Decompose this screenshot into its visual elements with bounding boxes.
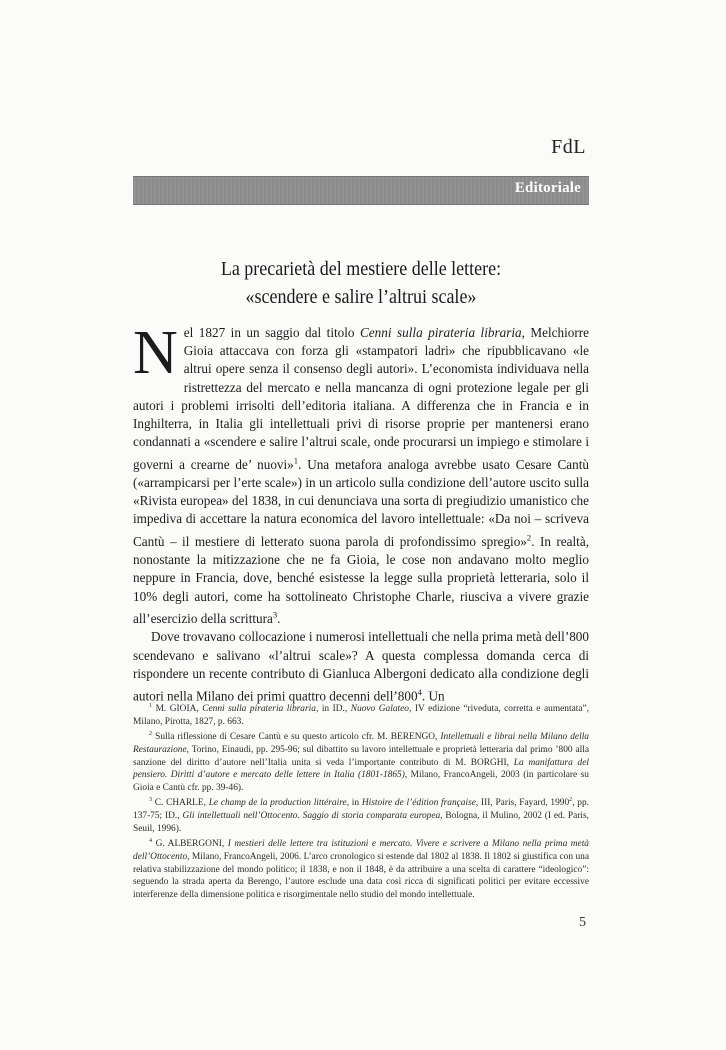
text-run: , III, Paris, Fayard, 1990 — [475, 798, 570, 809]
text-run: . Una metafora analoga avrebbe usato Cesare Cantù («arrampicarsi per l’erte scale») in un articolo sulla condizione dell’autore uscito sulla «Rivista europea» del 1838, in cui denunciava una sorta di pregiudizio umanistico che impediva di accettare la natura economica del lavoro intellettuale: «Da noi – scriveva Cantù – il mestiere di letterato suona parola di profondissimo spregio» — [133, 456, 589, 550]
footnote-ref: 1 — [149, 703, 153, 709]
footnote-2 — [133, 728, 589, 794]
italic-text: Cenni sulla pirateria libraria — [360, 325, 522, 340]
section-banner — [133, 176, 589, 205]
text-run: , IV edizione “riveduta, corretta e aumentata”, Milano, Pirotta, 1827, p. 663. — [133, 704, 590, 727]
text-run: , Milano, FrancoAngeli, 2003 (in particolare su Gioia e Cantù cfr. pp. 39-46). — [133, 770, 589, 793]
text-run: . — [277, 611, 281, 627]
article-title-line-2: «scendere e salire l’altrui scale» — [245, 286, 477, 308]
text-run: , Torino, Einaudi, pp. 295-96; sul dibattito su lavoro intellettuale e proprietà letteraria dal primo ’800 alla sanzione del diritto d’autore nell’Italia unita si veda l’importante contributo di M. BORGHI, — [133, 745, 589, 768]
italic-text: Histoire de l’édition française — [361, 798, 476, 809]
paragraph-1-text — [133, 319, 589, 627]
italic-text: Cenni sulla pirateria libraria — [202, 704, 316, 715]
footnote-ref: 2 — [526, 532, 532, 543]
footnote-ref: 4 — [149, 838, 153, 845]
italic-text: Nuovo Galateo — [350, 704, 409, 715]
text-run: , in — [346, 798, 362, 809]
footnote-3 — [133, 794, 589, 835]
paragraph-2 — [133, 628, 589, 705]
italic-text: Intellettuali e librai nella Milano della Restaurazione — [133, 732, 589, 756]
footnote-ref: 2 — [149, 731, 153, 738]
paragraph-1 — [133, 319, 589, 628]
text-run: , Bologna, il Mulino, 2002 (I ed. Paris, Seuil, 1996). — [133, 811, 590, 834]
text-run: G. ALBERGONI, — [152, 839, 228, 850]
italic-text: I mestieri delle lettere tra istituzioni e mercato. Vivere e scrivere a Milano nella prima metà dell’Ottocento — [133, 839, 589, 863]
text-run: , in ID., — [315, 704, 351, 715]
footnote-ref: 1 — [293, 455, 299, 466]
journal-mark: FdL — [551, 136, 586, 158]
text-run: C. CHARLE, — [152, 798, 209, 809]
italic-text: Gli intellettuali nell’Ottocento. Saggio di storia comparata europea — [182, 811, 441, 822]
footnote-4 — [133, 835, 589, 901]
footnote-ref: 3 — [272, 609, 278, 620]
italic-text: Le champ de la production littéraire — [208, 798, 347, 809]
footnote-ref: 2 — [569, 797, 573, 804]
drop-cap: N — [133, 319, 178, 387]
text-run: , Milano, FrancoAngeli, 2006. L’arco cronologico si estende dal 1802 al 1838. Il 1802 si giustifica con una relativa stabilizzazione del mondo politico; il 1838, e non il 1848, è da attribuire a una scelta di carattere “ideologico”: seguendo la strada aperta da Berengo, l’autore esclude una data così ricca di significati politici per evitare eccessive interferenze della dimensione politica e risorgimentale nello studio del mondo intellettuale. — [133, 852, 589, 900]
text-run: . In realtà, nonostante la mitizzazione che ne fa Gioia, le cose non andavano molto meglio neppure in Francia, dove, benché esistesse la legge sulla proprietà letteraria, solo il 10% degli autori, come ha sottolineato Christophe Charle, riusciva a vivere grazie all’esercizio della scrittura — [133, 534, 589, 627]
text-run: , pp. 137-75; ID., — [133, 798, 590, 822]
text-run: Dove trovavano collocazione i numerosi intellettuali che nella prima metà dell’800 scendevano e salivano «l’altrui scale»? A questa complessa domanda cerca di rispondere un recente contributo di Gianluca Albergoni dedicato alla condizione degli autori nella Milano dei primi quattro decenni dell’800 — [133, 629, 589, 704]
text-run: . Un — [421, 688, 445, 704]
text-run: M. GIOIA, — [152, 704, 203, 715]
article-title-line-1: La precarietà del mestiere delle lettere: — [220, 258, 502, 280]
article-body — [133, 319, 589, 706]
text-run: , Melchiorre Gioia attaccava con forza gli «stampatori ladri» che ripubblicavano «le altrui opere senza il consenso degli autori». L’economista individuava nella ristrettezza del mercato e nella mancanza di ogni protezione legale per gli autori i problemi irrisolti dell’editoria italiana. A differenza che in Francia e in Inghilterra, in Italia gli intellettuali privi di risorse proprie per mantenersi erano condannati a «scendere e salire l’altrui scale, onde procurarsi un impiego e stimolare i governi a crearne de’ nuovi» — [133, 325, 589, 472]
page-number: 5 — [579, 915, 586, 930]
footnote-ref: 4 — [417, 687, 422, 698]
text-run: el 1827 in un saggio dal titolo — [183, 325, 361, 340]
footnotes — [133, 700, 589, 901]
footnote-ref: 3 — [149, 797, 153, 804]
section-label: Editoriale — [514, 180, 581, 196]
footnote-1 — [133, 700, 589, 728]
italic-text: La manifattura del pensiero. Diritti d’autore e mercato delle lettere in Italia (1801-1865) — [133, 757, 589, 781]
text-run: Sulla riflessione di Cesare Cantù e su questo articolo cfr. M. BERENGO, — [152, 732, 441, 743]
